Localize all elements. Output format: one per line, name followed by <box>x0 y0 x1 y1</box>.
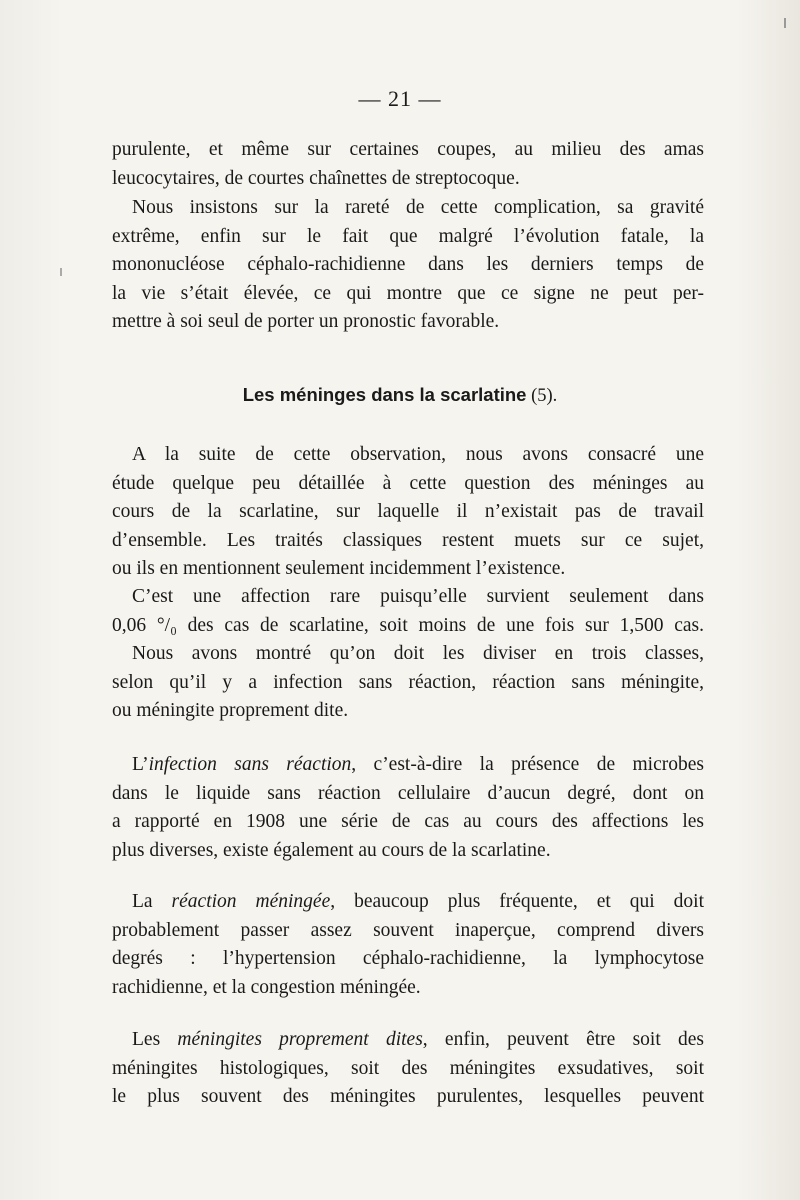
text-fragment: L’ <box>132 754 149 775</box>
text-line: ou méningite proprement dite. <box>112 700 349 722</box>
text-line: rachidienne, et la congestion méningée. <box>112 976 421 998</box>
italic-term: méningites proprement dites <box>177 1029 423 1050</box>
paragraph-4 <box>112 583 704 640</box>
text-fragment: , beaucoup plus fréquente, et qui doit <box>330 891 704 912</box>
section-reference: (5). <box>526 386 558 406</box>
text-line: dans le liquide sans réaction cellulaire d’aucun degré, dont on <box>112 782 704 804</box>
text-fragment: Les <box>132 1029 178 1050</box>
text-line <box>112 751 704 780</box>
text-line: Nous avons montré qu’on doit les diviser en trois classes, <box>132 643 704 664</box>
text-line: degrés : l’hypertension céphalo-rachidienne, la lymphocytose <box>112 948 704 970</box>
text-line: cours de la scarlatine, sur laquelle il n’existait pas de travail <box>112 501 704 523</box>
text-line: d’ensemble. Les traités classiques restent muets sur ce sujet, <box>112 529 704 551</box>
text-fragment: La <box>132 891 172 912</box>
text-line: probablement passer assez souvent inaperçue, comprend divers <box>112 919 704 941</box>
italic-term: réaction méningée <box>171 891 331 912</box>
text-line: extrême, enfin sur le fait que malgré l’évolution fatale, la <box>112 225 704 247</box>
paragraph-7 <box>112 888 704 1002</box>
italic-term: infection sans réaction <box>148 754 352 775</box>
text-line: A la suite de cette observation, nous avons consacré une <box>132 444 704 465</box>
text-line <box>112 1026 704 1055</box>
scan-mark <box>784 18 786 28</box>
text-line: leucocytaires, de courtes chaînettes de streptocoque. <box>112 167 520 189</box>
text-line: méningites histologiques, soit des méningites exsudatives, soit <box>112 1057 704 1079</box>
text-line: C’est une affection rare puisqu’elle survient seulement dans <box>132 586 704 607</box>
paragraph-1 <box>112 136 704 193</box>
section-heading <box>0 384 800 407</box>
text-line: selon qu’il y a infection sans réaction, réaction sans méningite, <box>112 671 704 693</box>
text-line: le plus souvent des méningites purulentes, lesquelles peuvent <box>112 1086 704 1108</box>
text-line: mononucléose céphalo-rachidienne dans les derniers temps de <box>112 254 704 276</box>
paragraph-6 <box>112 751 704 865</box>
scan-mark <box>60 268 62 276</box>
paragraph-2 <box>112 194 704 337</box>
section-title: Les méninges dans la scarlatine <box>242 384 527 405</box>
paragraph-5 <box>112 640 704 726</box>
text-line: mettre à soi seul de porter un pronostic favorable. <box>112 311 500 333</box>
text-line: étude quelque peu détaillée à cette question des méninges au <box>112 472 704 494</box>
text-line: ou ils en mentionnent seulement incidemment l’existence. <box>112 558 566 580</box>
text-line: la vie s’était élevée, ce qui montre que ce signe ne peut per- <box>112 282 704 304</box>
text-line: a rapporté en 1908 une série de cas au cours des affections les <box>112 811 704 833</box>
text-line: 0,06 °/₀ des cas de scarlatine, soit moins de une fois sur 1,500 cas. <box>112 614 704 636</box>
text-fragment: , c’est-à-dire la présence de microbes <box>351 754 704 775</box>
text-line <box>112 888 704 917</box>
paragraph-8 <box>112 1026 704 1112</box>
page-number: — 21 — <box>358 86 442 111</box>
text-line: plus diverses, existe également au cours de la scarlatine. <box>112 839 551 861</box>
text-line: purulente, et même sur certaines coupes, au milieu des amas <box>112 139 704 160</box>
paragraph-3 <box>112 441 704 584</box>
text-line: Nous insistons sur la rareté de cette complication, sa gravité <box>132 197 704 218</box>
text-fragment: , enfin, peuvent être soit des <box>422 1029 705 1050</box>
